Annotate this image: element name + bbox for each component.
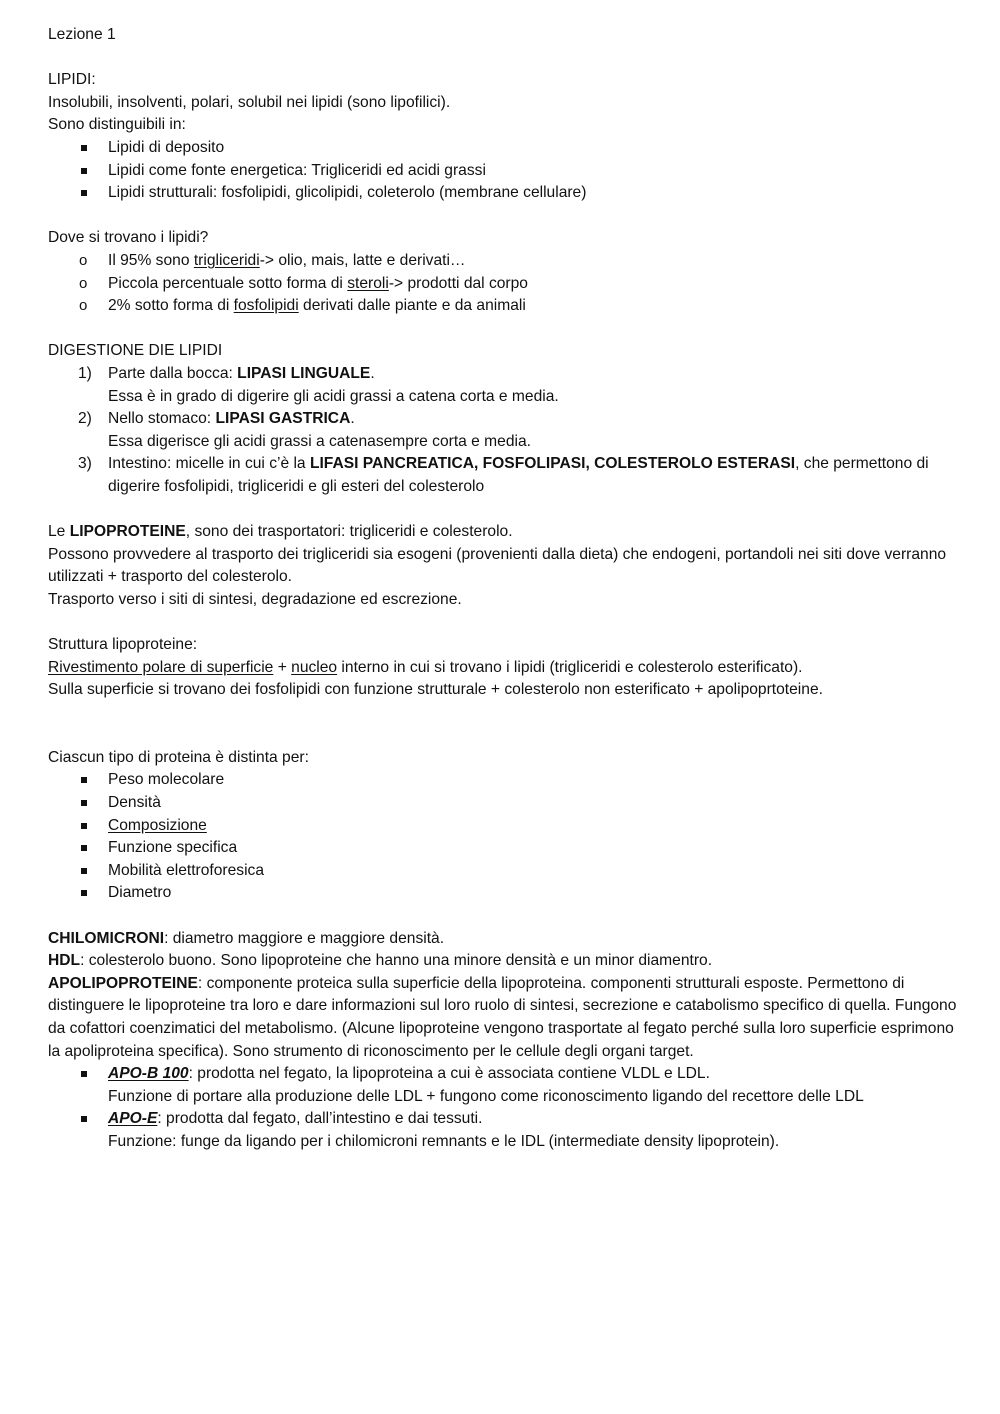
chilomicroni-line: CHILOMICRONI: diametro maggiore e maggiore densità. (48, 929, 445, 947)
list-item: o 2% sotto forma di fosfolipidi derivati dalle piante e da animali (48, 295, 958, 318)
ciascun-list (48, 769, 958, 905)
list-item: APO-E: prodotta dal fegato, dall’intestino e dai tessuti. Funzione: funge da ligando per i chilomicroni remnants e le IDL (intermediate density lipoprotein). (48, 1108, 958, 1153)
lipidi-heading: LIPIDI: (48, 71, 96, 89)
page-title: Lezione 1 (48, 26, 116, 43)
list-item: Mobilità elettroforesica (48, 860, 958, 883)
struttura-heading: Struttura lipoproteine: (48, 636, 198, 654)
list-item: 3) Intestino: micelle in cui c’è la LIFASI PANCREATICA, FOSFOLIPASI, COLESTEROLO ESTERASI, che permettono di digerire fosfolipidi, trigliceridi e gli esteri del colesterolo (78, 455, 929, 495)
digestione-list (48, 363, 958, 499)
list-item: Composizione (48, 815, 958, 838)
apolipoproteine-paragraph: APOLIPOPROTEINE: componente proteica sulla superficie della lipoproteina. componenti strutturali esposte. Permettono di distinguere le lipoproteine tra loro e dare informazioni sul loro ruolo di sintesi, secrezione e catabolismo specifico di quella. Fungono da cofattori coenzimatici del metabolismo. (Alcune lipoproteine vengono trasportate al fegato perché sulla loro superficie esprimono la apoliproteina specifica). Sono strumento di riconoscimento per le cellule degli organi target. (48, 974, 961, 1060)
list-item: o Piccola percentuale sotto forma di steroli-> prodotti dal corpo (48, 273, 958, 296)
list-item: Diametro (48, 882, 958, 905)
struttura-line-1: Rivestimento polare di superficie + nucleo interno in cui si trovano i lipidi (trigliceridi e colesterolo esterificato). (48, 658, 803, 676)
list-item: Densità (48, 792, 958, 815)
list-item: 2) Nello stomaco: LIPASI GASTRICA. Essa digerisce gli acidi grassi a catenasempre corta e media. (78, 410, 531, 450)
lipoproteine-line-1: Le LIPOPROTEINE, sono dei trasportatori: trigliceridi e colesterolo. (48, 523, 513, 541)
digestione-heading: DIGESTIONE DIE LIPIDI (48, 342, 223, 360)
list-item: o Il 95% sono trigliceridi-> olio, mais, latte e derivati… (48, 250, 958, 273)
dove-heading: Dove si trovano i lipidi? (48, 229, 209, 247)
ciascun-heading: Ciascun tipo di proteina è distinta per: (48, 748, 309, 766)
list-item: 1) Parte dalla bocca: LIPASI LINGUALE. Essa è in grado di digerire gli acidi grassi a catena corta e media. (78, 364, 559, 405)
dove-list (48, 250, 958, 318)
list-item: APO-B 100: prodotta nel fegato, la lipoproteina a cui è associata contiene VLDL e LDL. Funzione di portare alla produzione delle LDL + fungono come riconoscimento ligando del recettore delle LDL (48, 1063, 958, 1108)
lipidi-line-1: Insolubili, insolventi, polari, solubil nei lipidi (sono lipofilici). (48, 93, 451, 111)
struttura-line-2: Sulla superficie si trovano dei fosfolipidi con funzione strutturale + colesterolo non esterificato + apolipoprtoteine. (48, 681, 823, 699)
apo-list (48, 1063, 958, 1153)
list-item: Lipidi strutturali: fosfolipidi, glicolipidi, coleterolo (membrane cellulare) (48, 182, 958, 205)
list-item: Lipidi di deposito (48, 137, 958, 160)
hdl-line: HDL: colesterolo buono. Sono lipoproteine che hanno una minore densità e un minor diamentro. (48, 952, 713, 970)
list-item: Funzione specifica (48, 837, 958, 860)
lipoproteine-line-3: Trasporto verso i siti di sintesi, degradazione ed escrezione. (48, 590, 462, 608)
list-item: Peso molecolare (48, 769, 958, 792)
lipidi-line-2: Sono distinguibili in: (48, 116, 186, 134)
lipidi-list (48, 137, 958, 205)
document-page (48, 24, 961, 1154)
lipoproteine-line-2: Possono provvedere al trasporto dei trigliceridi sia esogeni (provenienti dalla dieta) che endogeni, portandoli nei siti dove verranno utilizzati + trasporto del colesterolo. (48, 545, 951, 586)
list-item: Lipidi come fonte energetica: Trigliceridi ed acidi grassi (48, 160, 958, 183)
